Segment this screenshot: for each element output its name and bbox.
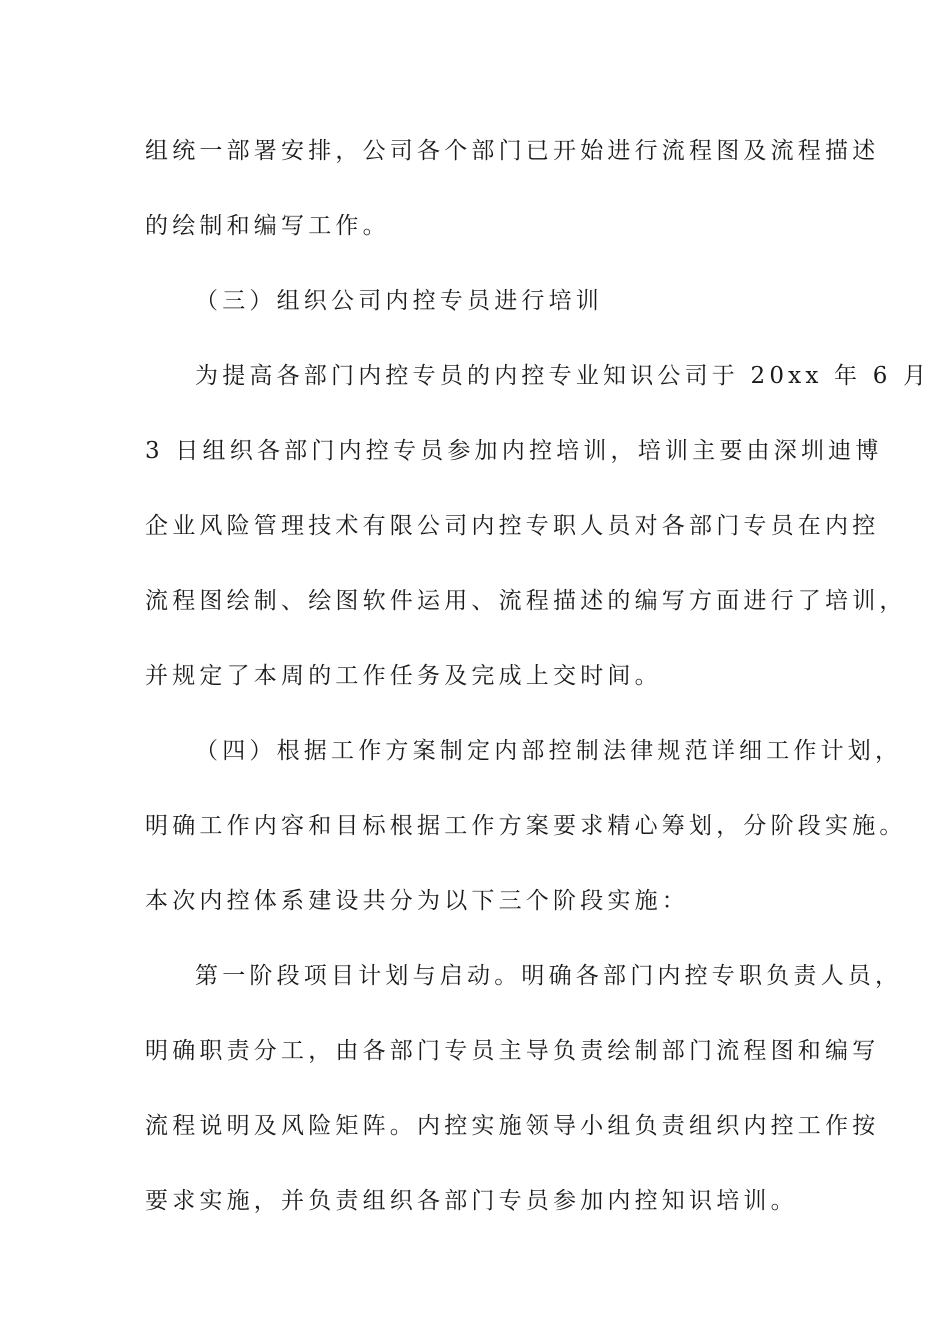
text-line-8: 并规定了本周的工作任务及完成上交时间。: [145, 663, 662, 689]
text-line-13: 明确职责分工，由各部门专员主导负责绘制部门流程图和编写: [145, 1038, 880, 1064]
text-line-7: 流程图绘制、绘图软件运用、流程描述的编写方面进行了培训，: [145, 588, 907, 614]
section-heading-3: （三）组织公司内控专员进行培训: [195, 288, 603, 314]
text-line-2: 的绘制和编写工作。: [145, 213, 390, 239]
text-line-6: 企业风险管理技术有限公司内控专职人员对各部门专员在内控: [145, 513, 880, 539]
text-line-10: 明确工作内容和目标根据工作方案要求精心筹划，分阶段实施。: [145, 813, 907, 839]
text-line-11: 本次内控体系建设共分为以下三个阶段实施：: [145, 888, 689, 914]
text-line-12: 第一阶段项目计划与启动。明确各部门内控专职负责人员，: [195, 963, 903, 989]
text-line-5: 3 日组织各部门内控专员参加内控培训，培训主要由深圳迪博: [145, 438, 883, 464]
text-line-15: 要求实施，并负责组织各部门专员参加内控知识培训。: [145, 1188, 798, 1214]
text-line-14: 流程说明及风险矩阵。内控实施领导小组负责组织内控工作按: [145, 1113, 880, 1139]
text-line-1: 组统一部署安排，公司各个部门已开始进行流程图及流程描述: [145, 138, 880, 164]
text-line-4: 为提高各部门内控专员的内控专业知识公司于 20xx 年 6 月: [195, 363, 931, 389]
section-heading-4: （四）根据工作方案制定内部控制法律规范详细工作计划，: [195, 738, 903, 764]
